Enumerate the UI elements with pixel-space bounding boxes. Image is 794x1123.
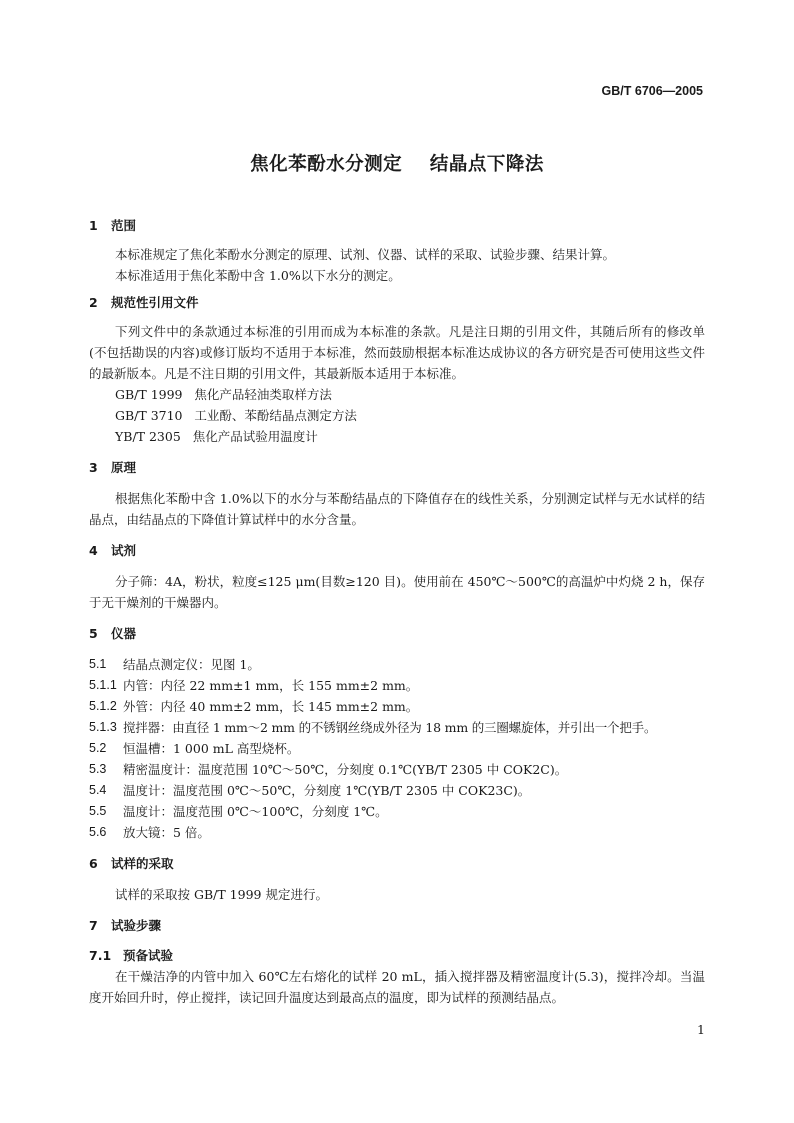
instrument-item: 5.4 温度计：温度范围 0℃～50℃，分刻度 1℃(YB/T 2305 中 COK23C)。 (89, 783, 531, 798)
subsection-7-1-heading: 7.1 预备试验 (89, 948, 174, 963)
instrument-item: 5.1.3 搅拌器：由直径 1 mm～2 mm 的不锈钢丝绕成外径为 18 mm 的三圈螺旋体，并引出一个把手。 (89, 720, 657, 735)
reference-item: GB/T 1999 焦化产品轻油类取样方法 (115, 387, 332, 402)
subsection-7-1-para: 在干燥洁净的内管中加入 60℃左右熔化的试样 20 mL，插入搅拌器及精密温度计(5.3)，搅拌冷却。当温度开始回升时，停止搅拌，读记回升温度达到最高点的温度，即为试样的预测结晶点。 (89, 969, 705, 1005)
section-7-heading: 7 试验步骤 (89, 918, 162, 933)
instrument-item: 5.3 精密温度计：温度范围 10℃～50℃，分刻度 0.1℃(YB/T 2305 中 COK2C)。 (89, 762, 568, 777)
instrument-item: 5.1.1 内管：内径 22 mm±1 mm，长 155 mm±2 mm。 (89, 678, 419, 693)
section-1-para-2: 本标准适用于焦化苯酚中含 1.0%以下水分的测定。 (115, 268, 401, 283)
section-5-heading: 5 仪器 (89, 626, 137, 641)
section-4-para: 分子筛：4A，粉状，粒度≤125 μm(目数≥120 目)。使用前在 450℃～500℃的高温炉中灼烧 2 h，保存于无干燥剂的干燥器内。 (89, 574, 705, 610)
standard-code: GB/T 6706—2005 (601, 84, 703, 98)
reference-item: GB/T 3710 工业酚、苯酚结晶点测定方法 (115, 408, 357, 423)
instrument-item: 5.6 放大镜：5 倍。 (89, 825, 210, 840)
section-2-para: 下列文件中的条款通过本标准的引用而成为本标准的条款。凡是注日期的引用文件，其随后所有的修改单(不包括勘误的内容)或修订版均不适用于本标准，然而鼓励根据本标准达成协议的各方研究是否可使用这些文件的最新版本。凡是不注日期的引用文件，其最新版本适用于本标准。 (89, 324, 705, 381)
instrument-item: 5.1 结晶点测定仪：见图 1。 (89, 657, 260, 672)
page-number: 1 (697, 1022, 705, 1037)
section-6-heading: 6 试样的采取 (89, 856, 174, 871)
section-3-heading: 3 原理 (89, 460, 137, 475)
section-4-heading: 4 试剂 (89, 543, 137, 558)
reference-item: YB/T 2305 焦化产品试验用温度计 (115, 429, 318, 444)
section-6-para: 试样的采取按 GB/T 1999 规定进行。 (115, 887, 328, 902)
section-3-para: 根据焦化苯酚中含 1.0%以下的水分与苯酚结晶点的下降值存在的线性关系，分别测定试样与无水试样的结晶点，由结晶点的下降值计算试样中的水分含量。 (89, 491, 705, 527)
section-1-heading: 1 范围 (89, 218, 137, 233)
section-2-heading: 2 规范性引用文件 (89, 295, 199, 310)
instrument-item: 5.5 温度计：温度范围 0℃～100℃，分刻度 1℃。 (89, 804, 388, 819)
document-title: 焦化苯酚水分测定 结晶点下降法 (250, 154, 544, 175)
instrument-item: 5.2 恒温槽：1 000 mL 高型烧杯。 (89, 741, 300, 756)
section-1-para-1: 本标准规定了焦化苯酚水分测定的原理、试剂、仪器、试样的采取、试验步骤、结果计算。 (115, 247, 616, 262)
document-body (89, 216, 705, 1008)
instrument-item: 5.1.2 外管：内径 40 mm±2 mm，长 145 mm±2 mm。 (89, 699, 419, 714)
